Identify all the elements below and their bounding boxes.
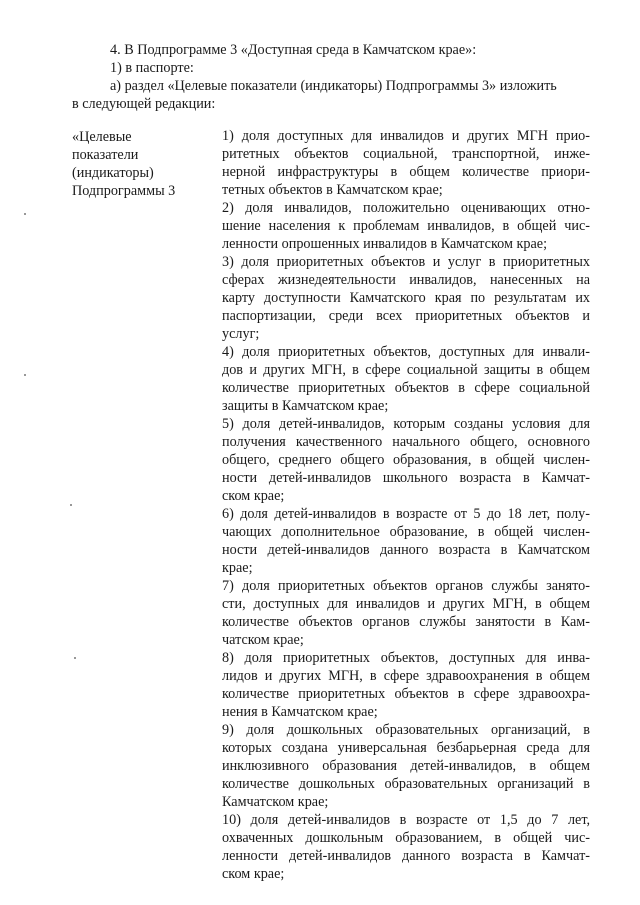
indicator-item xyxy=(222,127,590,199)
indicator-line: ритетных объектов социальной, транспортной, инже- xyxy=(222,146,590,162)
subpoint-section-a-continued: в следующей редакции: xyxy=(72,96,216,112)
indicator-line: Камчатском крае; xyxy=(222,794,329,810)
indicator-line: услуг; xyxy=(222,326,260,342)
indicator-item xyxy=(222,253,590,343)
indicator-line: 7) доля приоритетных объектов органов службы занято- xyxy=(222,578,590,594)
indicator-item xyxy=(222,343,590,415)
indicator-line: охваченных дошкольным образованием, в общей чис- xyxy=(222,830,590,846)
indicator-line: ском крае; xyxy=(222,488,285,504)
indicator-line: нения в Камчатском крае; xyxy=(222,704,378,720)
indicator-item xyxy=(222,415,590,505)
section-heading: 4. В Подпрограмме 3 «Доступная среда в Камчатском крае»: xyxy=(110,42,477,58)
indicator-line: инклюзивного образования детей-инвалидов, в общем xyxy=(222,758,590,774)
indicator-line: чатском крае; xyxy=(222,632,304,648)
indicator-line: 1) доля доступных для инвалидов и других МГН прио- xyxy=(222,128,590,144)
indicator-line: количестве объектов органов службы занятости в Кам- xyxy=(222,614,590,630)
scan-speck xyxy=(74,657,76,659)
scan-speck xyxy=(24,213,26,215)
indicator-line: получения качественного начального общего, основного xyxy=(222,434,590,450)
indicator-line: общего, среднего общего образования, в общей числен- xyxy=(222,452,590,468)
indicator-line: защиты в Камчатском крае; xyxy=(222,398,389,414)
indicator-line: 2) доля инвалидов, положительно оценивающих отно- xyxy=(222,200,590,216)
indicator-line: ленности детей-инвалидов данного возраста в Камчат- xyxy=(222,848,590,864)
indicator-line: 3) доля приоритетных объектов и услуг в приоритетных xyxy=(222,254,590,270)
indicator-line: 6) доля детей-инвалидов в возрасте от 5 до 18 лет, полу- xyxy=(222,506,590,522)
indicator-line: крае; xyxy=(222,560,253,576)
indicator-line: тетных объектов в Камчатском крае; xyxy=(222,182,443,198)
label-line: «Целевые xyxy=(72,129,132,145)
subpoint-section-a: а) раздел «Целевые показатели (индикаторы) Подпрограммы 3» изложить xyxy=(110,78,557,94)
scan-speck xyxy=(24,374,26,376)
subpoint-passport: 1) в паспорте: xyxy=(110,60,194,76)
indicator-line: 8) доля приоритетных объектов, доступных для инва- xyxy=(222,650,590,666)
indicator-item xyxy=(222,199,590,253)
indicator-line: нерной инфраструктуры в общем количестве приори- xyxy=(222,164,590,180)
indicator-line: которых создана универсальная безбарьерная среда для xyxy=(222,740,590,756)
indicator-line: 5) доля детей-инвалидов, которым созданы условия для xyxy=(222,416,590,432)
scan-speck xyxy=(70,504,72,506)
indicator-line: количестве приоритетных объектов в сфере здравоохра- xyxy=(222,686,590,702)
indicator-line: карту доступности Камчатского края по результатам их xyxy=(222,290,590,306)
indicators-list xyxy=(222,127,590,883)
indicator-line: 9) доля дошкольных образовательных организаций, в xyxy=(222,722,590,738)
indicator-line: 10) доля детей-инвалидов в возрасте от 1,5 до 7 лет, xyxy=(222,812,590,828)
indicator-line: количестве дошкольных образовательных организаций в xyxy=(222,776,590,792)
indicator-item xyxy=(222,649,590,721)
indicator-item xyxy=(222,811,590,883)
indicator-line: ности детей-инвалидов данного возраста в Камчатском xyxy=(222,542,590,558)
indicator-line: лидов и других МГН, в сфере здравоохранения в общем xyxy=(222,668,590,684)
indicator-item xyxy=(222,721,590,811)
indicator-line: шение населения к проблемам инвалидов, в общей чис- xyxy=(222,218,590,234)
indicators-label xyxy=(72,128,212,200)
indicator-line: чающих дополнительное образование, в общей числен- xyxy=(222,524,590,540)
indicator-item xyxy=(222,505,590,577)
label-line: Подпрограммы 3 xyxy=(72,183,176,199)
indicator-line: ском крае; xyxy=(222,866,285,882)
label-line: показатели xyxy=(72,147,139,163)
indicator-line: 4) доля приоритетных объектов, доступных для инвали- xyxy=(222,344,590,360)
indicator-item xyxy=(222,577,590,649)
indicator-line: ленности опрошенных инвалидов в Камчатском крае; xyxy=(222,236,548,252)
indicator-line: количестве приоритетных объектов в сфере социальной xyxy=(222,380,590,396)
indicator-line: ности детей-инвалидов школьного возраста в Камчат- xyxy=(222,470,590,486)
indicator-line: сти, доступных для инвалидов и других МГН, в общем xyxy=(222,596,590,612)
label-line: (индикаторы) xyxy=(72,165,154,181)
indicator-line: дов и других МГН, в сфере социальной защиты в общем xyxy=(222,362,590,378)
indicator-line: сферах жизнедеятельности инвалидов, нанесенных на xyxy=(222,272,590,288)
indicator-line: паспортизации, среди всех приоритетных объектов и xyxy=(222,308,590,324)
